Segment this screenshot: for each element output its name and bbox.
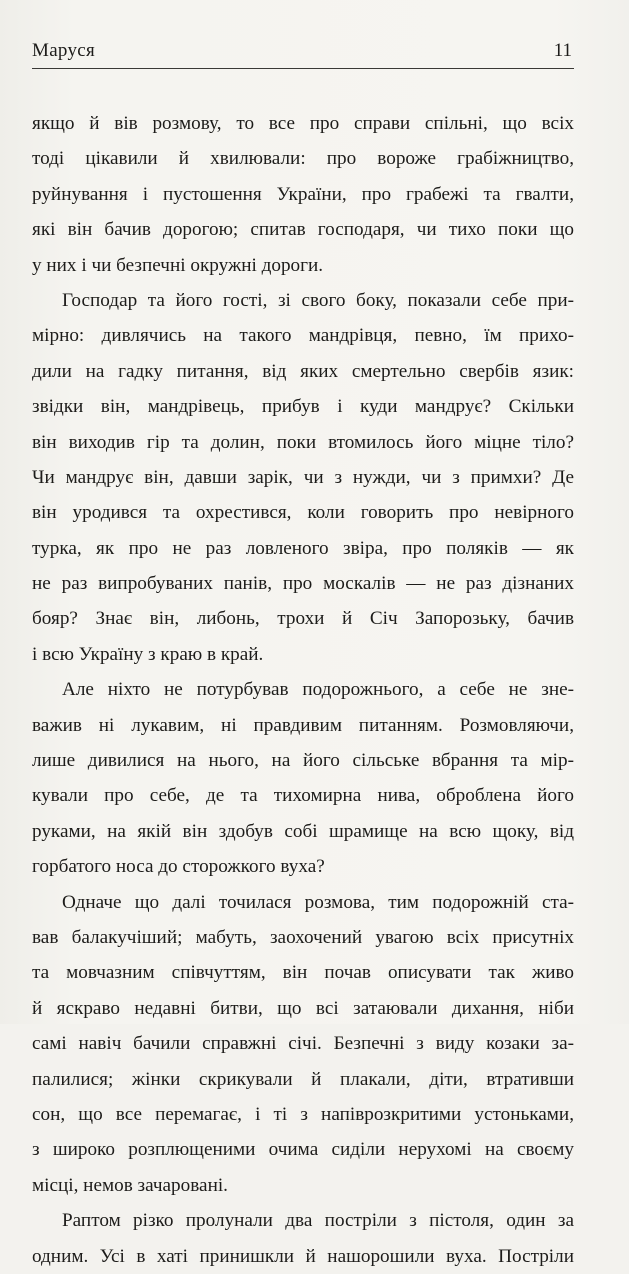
text-line: вав балакучіший; мабуть, заохочений увагою всіх присутніх bbox=[32, 926, 574, 948]
text-line: турка, як про не раз ловленого звіра, про поляків — як bbox=[32, 537, 574, 559]
running-title: Маруся bbox=[32, 40, 96, 61]
text-line: тоді цікавили й хвилювали: про вороже грабіжництво, bbox=[32, 148, 574, 170]
text-line: Чи мандрує він, давши зарік, чи з нужди, чи з примхи? Де bbox=[32, 466, 574, 488]
text-line: самі навіч бачили справжні січі. Безпечні з виду козаки за- bbox=[32, 1033, 574, 1055]
text-line: горбатого носа до сторожкого вуха? bbox=[32, 856, 325, 878]
text-line: не раз випробуваних панів, про москалів — не раз дізнаних bbox=[32, 573, 574, 595]
paragraph bbox=[32, 283, 574, 672]
body-text bbox=[32, 106, 574, 1274]
text-line: Одначе що далі точилася розмова, тим подорожній ста- bbox=[62, 891, 574, 913]
text-line: важив ні лукавим, ні правдивим питанням. Розмовляючи, bbox=[32, 714, 574, 736]
text-line: одним. Усі в хаті принишкли й нашорошили вуха. Постріли bbox=[32, 1245, 574, 1267]
text-line: звідки він, мандрівець, прибув і куди мандрує? Скільки bbox=[32, 396, 574, 418]
text-line: він виходив гір та долин, поки втомилось його міцне тіло? bbox=[32, 431, 574, 453]
page-number: 11 bbox=[553, 40, 572, 61]
text-line: він уродився та охрестився, коли говорить про невірного bbox=[32, 502, 574, 524]
text-line: Але ніхто не потурбував подорожнього, а себе не зне- bbox=[62, 679, 574, 701]
text-line: бояр? Знає він, либонь, трохи й Січ Запорозьку, бачив bbox=[32, 608, 574, 630]
text-line: руками, на якій він здобув собі шрамище на всю щоку, від bbox=[32, 820, 574, 842]
text-line: які він бачив дорогою; спитав господаря, чи тихо поки що bbox=[32, 219, 574, 241]
running-header bbox=[32, 38, 574, 69]
text-line: і всю Україну з краю в край. bbox=[32, 643, 264, 665]
text-line: лише дивилися на нього, на його сільське вбрання та мір- bbox=[32, 750, 574, 772]
text-line: з широко розплющеними очима сиділи нерухомі на своєму bbox=[32, 1139, 574, 1161]
paragraph bbox=[32, 106, 574, 283]
text-line: у них і чи безпечні окружні дороги. bbox=[32, 254, 324, 276]
text-line: Господар та його гості, зі свого боку, показали себе при- bbox=[62, 289, 574, 311]
text-line: кували про себе, де та тихомирна нива, оброблена його bbox=[32, 785, 574, 807]
text-line: палилися; жінки скрикували й плакали, діти, втративши bbox=[32, 1068, 574, 1090]
paragraph bbox=[32, 885, 574, 1204]
text-line: руйнування і пустошення України, про грабежі та гвалти, bbox=[32, 183, 574, 205]
text-line: мірно: дивлячись на такого мандрівця, певно, їм прихо- bbox=[32, 325, 574, 347]
text-line: Раптом різко пролунали два постріли з пістоля, один за bbox=[62, 1210, 574, 1232]
text-line: та мовчазним співчуттям, він почав описувати так живо bbox=[32, 962, 574, 984]
paragraph bbox=[32, 1203, 574, 1274]
text-line: й яскраво недавні битви, що всі затаювали дихання, ніби bbox=[32, 997, 574, 1019]
paragraph bbox=[32, 672, 574, 884]
text-line: місці, немов зачаровані. bbox=[32, 1174, 228, 1196]
text-line: сон, що все перемагає, і ті з напіврозкритими устоньками, bbox=[32, 1103, 574, 1125]
text-line: дили на гадку питання, від яких смертельно свербів язик: bbox=[32, 360, 574, 382]
text-line: якщо й вів розмову, то все про справи спільні, що всіх bbox=[32, 113, 574, 134]
